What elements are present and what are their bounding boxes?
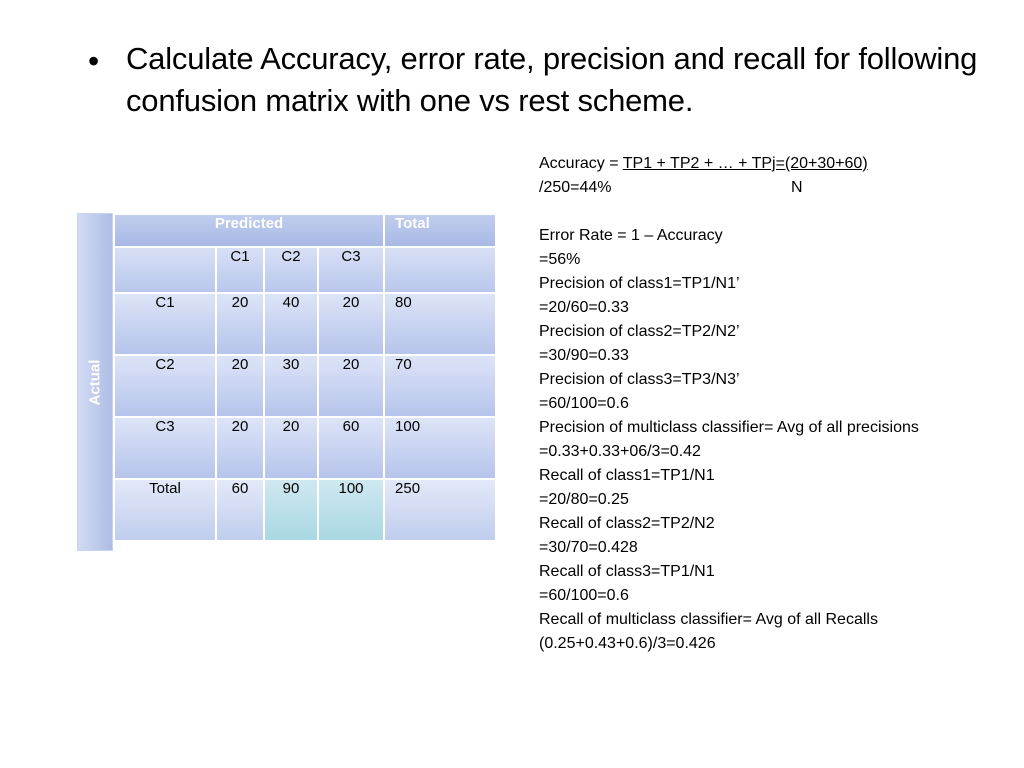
accuracy-denominator: N [791, 179, 803, 196]
formula-line: Recall of class3=TP1/N1 [539, 563, 715, 580]
formula-line: =60/100=0.6 [539, 587, 629, 604]
table-cell: 30 [264, 355, 318, 417]
table-row [114, 355, 496, 417]
formula-line: Precision of multiclass classifier= Avg of all precisions [539, 419, 919, 436]
formula-line: =30/90=0.33 [539, 347, 629, 364]
col-header-c3: C3 [318, 247, 384, 293]
total-header: Total [384, 214, 496, 247]
table-cell: 20 [216, 417, 264, 479]
table-cell: 40 [264, 293, 318, 355]
formula-line: Precision of class1=TP1/N1’ [539, 275, 740, 292]
predicted-header: Predicted [114, 214, 384, 247]
confusion-matrix [113, 213, 497, 542]
table-cell: 20 [216, 293, 264, 355]
grand-total: 250 [384, 479, 496, 541]
header-row [114, 214, 496, 247]
row-label: C2 [114, 355, 216, 417]
formula-line: =20/60=0.33 [539, 299, 629, 316]
formula-line: =30/70=0.428 [539, 539, 638, 556]
formula-line: Error Rate = 1 – Accuracy [539, 227, 723, 244]
table-row [114, 293, 496, 355]
table-cell: 20 [216, 355, 264, 417]
row-label: Total [114, 479, 216, 541]
formula-block [539, 152, 1009, 656]
corner-cell [114, 247, 216, 293]
total-row [114, 479, 496, 541]
accuracy-numerator: TP1 + TP2 + … + TPj=(20+30+60) [622, 155, 868, 172]
formula-line: Precision of class3=TP3/N3’ [539, 371, 740, 388]
bullet-dot: • [88, 43, 100, 79]
table-cell: 90 [264, 479, 318, 541]
formula-line: Recall of class1=TP1/N1 [539, 467, 715, 484]
table-cell: 20 [264, 417, 318, 479]
accuracy-result: /250=44% [539, 179, 612, 196]
class-header-row [114, 247, 496, 293]
accuracy-prefix: Accuracy = [539, 155, 623, 172]
accuracy-line [539, 152, 1009, 176]
title-bullet [88, 38, 988, 122]
table-cell: 20 [318, 293, 384, 355]
row-total: 70 [384, 355, 496, 417]
actual-axis-bar [77, 213, 113, 551]
formula-line: =60/100=0.6 [539, 395, 629, 412]
formula-line: =20/80=0.25 [539, 491, 629, 508]
formula-line: =56% [539, 251, 581, 268]
row-label: C1 [114, 293, 216, 355]
col-header-c2: C2 [264, 247, 318, 293]
actual-label: Actual [86, 359, 104, 405]
col-header-c1: C1 [216, 247, 264, 293]
accuracy-line-2 [539, 176, 1009, 200]
formula-line: =0.33+0.33+06/3=0.42 [539, 443, 701, 460]
table-row [114, 417, 496, 479]
formula-line: Recall of class2=TP2/N2 [539, 515, 715, 532]
row-total: 100 [384, 417, 496, 479]
formula-line: Recall of multiclass classifier= Avg of all Recalls [539, 611, 878, 628]
table-cell: 60 [318, 417, 384, 479]
blank-line [539, 200, 1009, 224]
formula-line: Precision of class2=TP2/N2’ [539, 323, 740, 340]
table-cell: 20 [318, 355, 384, 417]
col-header-blank [384, 247, 496, 293]
formula-line: (0.25+0.43+0.6)/3=0.426 [539, 635, 716, 652]
row-total: 80 [384, 293, 496, 355]
question-text: Calculate Accuracy, error rate, precision and recall for following confusion matrix with one vs rest scheme. [126, 41, 978, 118]
table-cell: 100 [318, 479, 384, 541]
table-cell: 60 [216, 479, 264, 541]
row-label: C3 [114, 417, 216, 479]
